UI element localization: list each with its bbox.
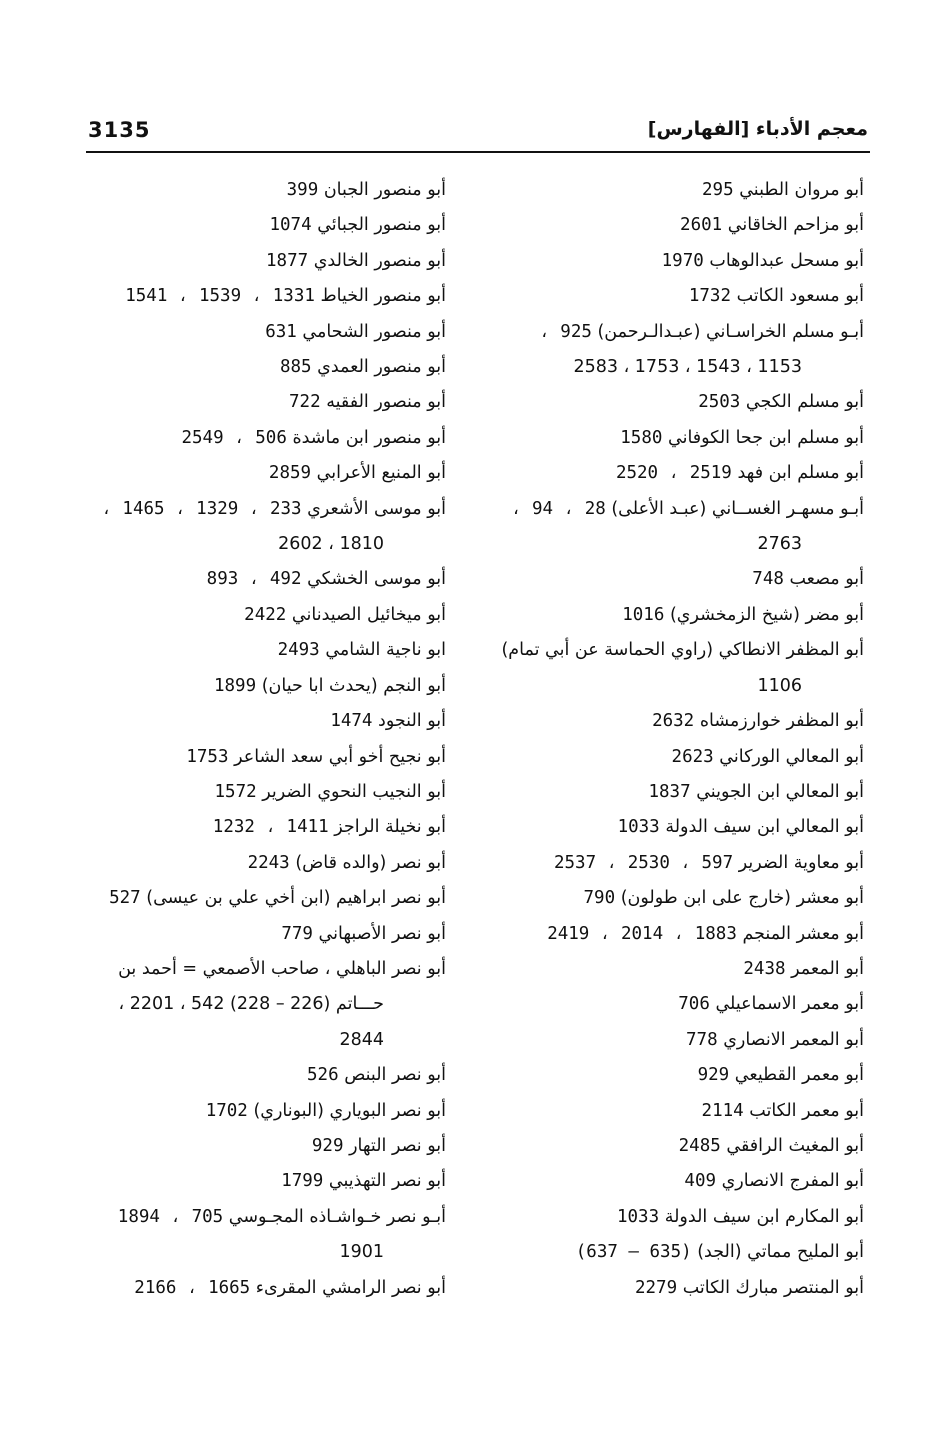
index-entry (46, 598, 446, 633)
entry-page-refs: 1411 ، 1232 (212, 817, 329, 838)
index-entry (46, 775, 446, 810)
entry-line (492, 775, 864, 810)
entry-line (46, 208, 446, 243)
entry-line (46, 1271, 446, 1306)
entry-line (46, 350, 446, 385)
entry-name: أبو نصر البنص (344, 1065, 446, 1086)
entry-name: أبو النجود (378, 711, 446, 732)
entry-line (492, 1094, 864, 1129)
entry-page-refs: 2243 (247, 852, 290, 873)
entry-name: أبو نصر الباهلي ، صاحب الأصمعي = أحمد بن (118, 958, 446, 979)
entry-name: أبو منصور الجبائي (317, 215, 446, 236)
entry-page-refs: 492 ، 893 (206, 569, 302, 590)
entry-line (46, 244, 446, 279)
index-entry (46, 456, 446, 491)
entry-line (46, 917, 446, 952)
entry-page-refs: 1580 (620, 427, 663, 448)
entry-continuation: 2844 (339, 1029, 384, 1050)
entry-page-refs: 2114 (701, 1100, 744, 1121)
entry-name: أبو منصور ابن ماشدة (292, 427, 446, 448)
index-entry (46, 1164, 446, 1199)
entry-page-refs: 925 ، (539, 321, 592, 342)
entry-line (46, 704, 446, 739)
entry-line (492, 562, 864, 597)
entry-page-refs: 1732 (688, 286, 732, 307)
entry-page-refs: 409 (684, 1171, 717, 1192)
entry-page-refs: 2503 (698, 392, 741, 413)
entry-line (492, 987, 864, 1022)
entry-name: أبو نجيح أخو أبي سعد الشاعر (234, 746, 446, 767)
index-entry (492, 598, 864, 633)
index-entry (492, 385, 864, 420)
entry-name: أبو موسى الخشكي (307, 569, 446, 590)
entry-page-refs: 2279 (634, 1277, 678, 1298)
entry-name: أبو معشر (خارج على ابن طولون) (620, 888, 864, 909)
entry-name: أبو النجيب النحوي الضرير (262, 781, 446, 802)
entry-continuation: 1153 ، 1543 ، 1753 ، 2583 (573, 357, 802, 378)
entry-page-refs: 2438 (743, 958, 786, 979)
entry-page-refs: 929 (311, 1135, 344, 1156)
index-entry (46, 492, 446, 563)
entry-line (46, 492, 446, 527)
entry-line (46, 775, 446, 810)
entry-line (492, 492, 864, 527)
entry-line (492, 208, 864, 243)
index-entry (46, 952, 446, 1058)
entry-page-refs: 1753 (186, 746, 229, 767)
entry-page-refs: 2422 (244, 604, 287, 625)
index-entry (492, 208, 864, 243)
index-entry (492, 1094, 864, 1129)
entry-line (492, 1164, 864, 1199)
entry-line (492, 1271, 864, 1306)
index-entry (46, 810, 446, 845)
entry-page-refs: 1033 (617, 817, 660, 838)
entry-name: أبو مصعب (789, 569, 864, 590)
entry-page-refs: 597 ، 2530 ، 2537 (553, 852, 734, 873)
entry-name: أبو المليح مماتي (الجد) (697, 1242, 864, 1263)
entry-name: أبو نصر التهار (349, 1135, 446, 1156)
entry-continuation: 2763 (757, 534, 802, 555)
entry-line (46, 315, 446, 350)
entry-page-refs: 1474 (330, 711, 373, 732)
entry-name: أبو منصور الخالدي (313, 250, 446, 271)
index-entry (46, 917, 446, 952)
entry-line (46, 1164, 446, 1199)
entry-line (46, 810, 446, 845)
index-entry (492, 244, 864, 279)
index-entry (46, 1271, 446, 1306)
entry-name: أبو منصور العمدي (317, 357, 446, 378)
entry-page-refs: 527 (109, 888, 141, 909)
entry-line (492, 881, 864, 916)
index-entry (492, 1200, 864, 1235)
entry-line (492, 810, 864, 845)
entry-page-refs: 526 (307, 1065, 339, 1086)
entry-name: أبو المظفر خوارزمشاه (699, 711, 864, 732)
entry-name: أبو نصر التهذيبي (328, 1171, 446, 1192)
index-entry (492, 456, 864, 491)
running-title: معجم الأدباء [الفهارس] (647, 118, 868, 140)
index-entry (46, 421, 446, 456)
entry-name: أبو نخيلة الراجز (334, 817, 446, 838)
entry-name: أبو المفرج الانصاري (721, 1171, 864, 1192)
index-entry (492, 421, 864, 456)
entry-page-refs: 1883 ، 2014 ، 2419 (547, 923, 737, 944)
entry-name: أبو مسلم ابن فهد (737, 463, 864, 484)
entry-page-refs: 706 (678, 994, 710, 1015)
entry-name: أبو معمر القطيعي (734, 1065, 864, 1086)
entry-line (46, 279, 446, 314)
entry-line (46, 1058, 446, 1093)
entry-name: أبو مسعود الكاتب (736, 286, 864, 307)
entry-line (492, 385, 864, 420)
index-entry (492, 1164, 864, 1199)
index-entry (46, 1200, 446, 1271)
entry-name: أبو منصور الجبان (323, 180, 446, 200)
entry-page-refs: 2519 ، 2520 (615, 463, 732, 484)
entry-name: ابو ناجية الشامي (325, 640, 446, 661)
index-entry (46, 279, 446, 314)
entry-page-refs: 1665 ، 2166 (134, 1277, 251, 1298)
entry-page-refs: 233 ، 1329 ، 1465 ، (101, 498, 302, 519)
entry-name: أبو مضر (شيخ الزمخشري) (669, 604, 864, 625)
entry-name: أبو نصر (والده قاض) (295, 852, 446, 873)
entry-name: أبو منصور الخياط (320, 286, 446, 307)
entry-line (492, 952, 864, 987)
entry-line (492, 598, 864, 633)
entry-name: أبـو مسهـر الغســاني (عبـد الأعلى) (611, 498, 864, 519)
header-rule (86, 151, 870, 153)
entry-name: أبو المعالي ابن سيف الدولة (665, 817, 864, 838)
index-entry (492, 562, 864, 597)
entry-name: أبو المنتصر مبارك الكاتب (682, 1277, 864, 1298)
entry-page-refs: 28 ، 94 ، (510, 498, 606, 519)
entry-page-refs: 1877 (266, 250, 309, 271)
entry-line (492, 633, 864, 668)
entry-name: أبو معمر الكاتب (749, 1100, 864, 1121)
index-entry (492, 492, 864, 563)
entry-name: أبو المنيع الأعرابي (316, 463, 446, 484)
entry-line (46, 173, 446, 208)
entry-name: أبـو مسلم الخراسـاني (عبـدالـرحمن) (597, 321, 864, 342)
entry-line (492, 1058, 864, 1093)
entry-name: أبو نصر الرامشي المقرىء (255, 1277, 446, 1298)
entry-name: أبو منصور الفقيه (326, 392, 446, 413)
entry-page-refs: 1074 (269, 215, 312, 236)
entry-page-refs: 2493 (277, 640, 320, 661)
entry-page-refs: 1033 (616, 1206, 660, 1227)
entry-line (492, 1200, 864, 1235)
entry-name: أبو نصر ابراهيم (ابن أخي علي بن عيسى) (146, 888, 446, 909)
index-column-right (492, 173, 864, 1306)
entry-page-refs: 1016 (622, 604, 665, 625)
index-entry (46, 244, 446, 279)
entry-name: أبو معشر المنجم (742, 923, 864, 944)
entry-name: أبو المعمر الانصاري (723, 1029, 864, 1050)
entry-page-refs: 885 (279, 357, 312, 378)
entry-name: أبو المكارم ابن سيف الدولة (664, 1206, 864, 1227)
entry-line (46, 456, 446, 491)
entry-line (46, 562, 446, 597)
entry-continuation: حـــاتم (226 – 228) 542 ، 2201 ، (118, 994, 384, 1015)
entry-line (46, 633, 446, 668)
index-entry (46, 208, 446, 243)
entry-line (46, 385, 446, 420)
index-entry (492, 917, 864, 952)
index-entry (46, 881, 446, 916)
entry-name: أبو منصور الشحامي (302, 321, 446, 342)
entry-page-refs: 2601 (680, 215, 723, 236)
entry-page-refs: 631 (265, 321, 297, 342)
entry-page-refs: 506 ، 2549 (181, 427, 287, 448)
entry-page-refs: 1572 (214, 781, 257, 802)
index-entry (46, 846, 446, 881)
entry-name: أبـو نصر خـواشـاذه المجـوسي (228, 1206, 446, 1227)
entry-name: أبو معمر الاسماعيلي (715, 994, 864, 1015)
entry-page-refs: 705 ، 1894 (117, 1206, 224, 1227)
index-entry (492, 1058, 864, 1093)
entry-line (492, 279, 864, 314)
entry-line (46, 598, 446, 633)
entry-line (492, 421, 864, 456)
index-entry (492, 315, 864, 386)
entry-line (46, 1200, 446, 1235)
entry-line (46, 740, 446, 775)
entry-line (492, 244, 864, 279)
page-number: 3135 (88, 118, 151, 142)
entry-page-refs: 1331 ، 1539 ، 1541 (125, 286, 315, 307)
index-entry (492, 1271, 864, 1306)
index-entry (46, 315, 446, 350)
entry-page-refs: 2632 (652, 711, 695, 732)
index-entry (46, 1094, 446, 1129)
entry-line (492, 456, 864, 491)
index-entry (492, 810, 864, 845)
entry-page-refs: 722 (289, 392, 321, 413)
entry-name: أبو المعالي الوركاني (719, 746, 864, 767)
entry-line (46, 1094, 446, 1129)
entry-name: أبو مسحل عبدالوهاب (709, 250, 864, 271)
entry-continuation: 1810 ، 2602 (278, 534, 384, 555)
entry-line (492, 1023, 864, 1058)
entry-line (46, 881, 446, 916)
index-entry (492, 279, 864, 314)
index-entry (492, 1129, 864, 1164)
entry-name: أبو النجم (يحدث ابا حيان) (261, 675, 446, 696)
entry-name: أبو مزاحم الخاقاني (727, 215, 864, 236)
index-entry (492, 633, 864, 704)
entry-name: أبو معاوية الضرير (738, 852, 864, 873)
entry-line (492, 704, 864, 739)
index-entry (492, 846, 864, 881)
index-entry (492, 775, 864, 810)
index-entry (46, 173, 446, 208)
index-entry (492, 1023, 864, 1058)
entry-line (492, 1129, 864, 1164)
index-entry (492, 740, 864, 775)
entry-line (492, 846, 864, 881)
entry-name: أبو مروان الطبني (739, 180, 864, 200)
entry-page-refs: 1799 (281, 1171, 324, 1192)
index-entry (492, 704, 864, 739)
entry-continuation: 1106 (757, 675, 802, 696)
entry-page-refs: 399 (286, 180, 319, 200)
entry-name: أبو نصر الأصبهاني (318, 923, 446, 944)
index-entry (46, 740, 446, 775)
entry-page-refs: 778 (686, 1029, 718, 1050)
entry-name: أبو مسلم الكجي (745, 392, 864, 413)
entry-line (46, 669, 446, 704)
entry-name: أبو موسى الأشعري (307, 498, 446, 519)
entry-line (492, 173, 864, 208)
index-entry (492, 1235, 864, 1270)
entry-page-refs: 1702 (205, 1100, 248, 1121)
index-entry (46, 633, 446, 668)
entry-name: أبو مسلم ابن جحا الكوفاني (667, 427, 864, 448)
entry-name: أبو المظفر الانطاكي (راوي الحماسة عن أبي تمام) (501, 640, 864, 661)
index-entry (46, 669, 446, 704)
entry-line (492, 1235, 864, 1270)
index-entry (46, 704, 446, 739)
entry-line (492, 740, 864, 775)
entry-page-refs: 2485 (678, 1135, 721, 1156)
index-entry (492, 881, 864, 916)
entry-page-refs: 790 (583, 888, 616, 909)
entry-line (46, 846, 446, 881)
index-column-left (46, 173, 446, 1306)
entry-page-refs: 2623 (671, 746, 714, 767)
index-entry (46, 1129, 446, 1164)
entry-line (46, 952, 446, 987)
index-entry (46, 562, 446, 597)
entry-page-refs: 748 (752, 569, 784, 590)
index-entry (492, 987, 864, 1022)
index-entry (46, 385, 446, 420)
index-entry (46, 350, 446, 385)
entry-page-refs: 2859 (268, 463, 312, 484)
entry-page-refs: 1837 (648, 781, 691, 802)
entry-page-refs: 1970 (661, 250, 704, 271)
entry-line (46, 421, 446, 456)
entry-name: أبو نصر البوياري (البوناري) (253, 1100, 446, 1121)
entry-name: أبو المعالي ابن الجويني (696, 781, 864, 802)
index-entry (492, 952, 864, 987)
entry-page-refs: 1899 (213, 675, 257, 696)
index-entry (46, 1058, 446, 1093)
entry-continuation: 1901 (339, 1242, 384, 1263)
entry-line (46, 1129, 446, 1164)
entry-page-refs: 779 (281, 923, 313, 944)
entry-line (492, 917, 864, 952)
entry-name: أبو ميخائيل الصيدناني (291, 604, 446, 625)
entry-page-refs: 295 (702, 180, 734, 200)
entry-page-refs: (635 – 637) (575, 1242, 692, 1263)
entry-name: أبو المعمر (791, 958, 864, 979)
index-entry (492, 173, 864, 208)
entry-name: أبو المغيث الرافقي (726, 1135, 864, 1156)
entry-page-refs: 929 (697, 1065, 730, 1086)
entry-line (492, 315, 864, 350)
